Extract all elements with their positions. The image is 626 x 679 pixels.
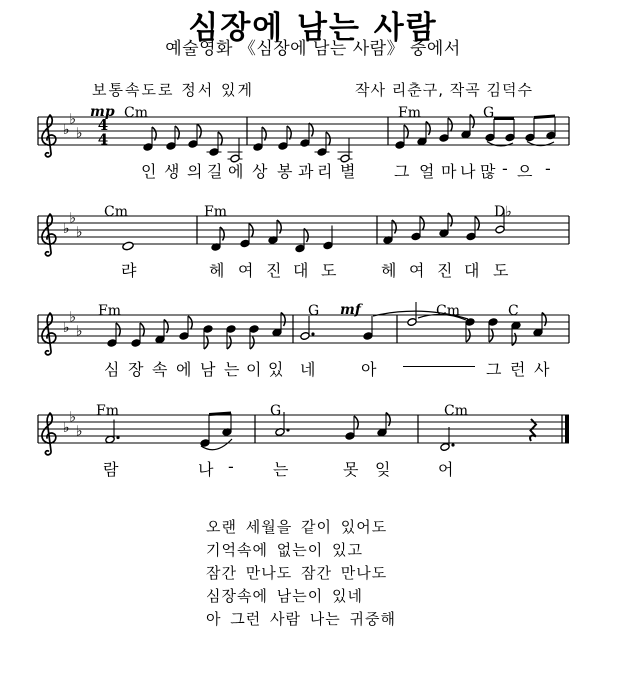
lyric-syllable: 에 (176, 360, 192, 379)
flat-sign: ♭ (76, 323, 83, 340)
lyric-syllable: 의 (187, 162, 203, 181)
lyric-syllable: 심 (104, 360, 120, 379)
lyric-syllable: 장 (128, 360, 144, 379)
lyric-syllable: 생 (164, 162, 180, 181)
lyric-syllable: 마 (441, 162, 457, 181)
lyric-syllable: 길 (207, 162, 223, 181)
flat-sign: ♭ (69, 111, 77, 128)
treble-clef-icon (42, 115, 56, 157)
lyric-syllable: 남 (200, 360, 216, 379)
chord-label: G (483, 105, 495, 121)
lyric-syllable: 얼 (419, 162, 435, 181)
chord-label: Cm (104, 204, 128, 220)
lyric-syllable: - (545, 159, 551, 178)
song-subtitle: 예술영화 《심장에 남는 사람》 중에서 (165, 39, 461, 59)
lyric-syllable: 인 (141, 162, 157, 181)
melisma-line (403, 366, 475, 367)
chord-label: Cm (124, 105, 148, 121)
note-head (122, 241, 134, 251)
flat-sign: ♭ (63, 320, 70, 336)
lyric-syllable: 있 (268, 360, 284, 379)
verse-line: 기억속에 없는이 있고 (206, 541, 363, 559)
flat-sign: ♭ (69, 210, 77, 227)
lyric-syllable: 이 (246, 360, 262, 379)
lyric-syllable: 대 (293, 261, 309, 280)
chord-label: Cm (444, 403, 468, 419)
lyric-syllable: 그 (394, 162, 410, 181)
staff-system (0, 196, 626, 284)
staff (0, 212, 626, 268)
flat-sign: ♭ (69, 409, 77, 426)
lyric-syllable: 진 (437, 261, 453, 280)
flat-sign: ♭ (63, 122, 70, 138)
lyric-syllable: 잊 (375, 460, 391, 479)
lyric-syllable: 여 (238, 261, 254, 280)
beam (494, 117, 514, 120)
flat-sign: ♭ (63, 420, 70, 436)
chord-label: D♭ (494, 204, 512, 220)
staff (0, 411, 626, 467)
lyric-syllable: 도 (493, 261, 509, 280)
staff-system (0, 295, 626, 383)
lyric-syllable: 헤 (209, 261, 225, 280)
lyric-syllable: 나 (198, 460, 214, 479)
lyric-syllable: 사 (534, 360, 550, 379)
lyric-syllable: 아 (361, 360, 377, 379)
chord-label: C (508, 303, 519, 319)
beam (534, 115, 555, 120)
dynamic-marking: mf (340, 302, 361, 318)
lyric-syllable: 과 (298, 162, 314, 181)
lyric-syllable: 봉 (277, 162, 293, 181)
staff-system (0, 395, 626, 483)
lyric-syllable: 많 (480, 162, 496, 181)
chord-label: Fm (398, 105, 421, 121)
verse-line: 심장속에 남는이 있네 (206, 587, 363, 605)
flat-sign: ♭ (69, 309, 77, 326)
staff-system (0, 97, 626, 185)
song-title: 심장에 남는 사람 (188, 10, 438, 46)
lyric-syllable: 어 (438, 460, 454, 479)
lyric-syllable: 는 (224, 360, 240, 379)
verse-line: 아 그런 사람 나는 귀중해 (206, 610, 396, 628)
chord-label: G (308, 303, 320, 319)
time-signature: 4 (97, 130, 109, 149)
verse-block (206, 516, 396, 631)
treble-clef-icon (42, 313, 56, 355)
credits: 작사 리춘구, 작곡 김덕수 (355, 81, 533, 99)
flat-sign: ♭ (76, 224, 83, 241)
lyric-syllable: 람 (103, 460, 119, 479)
lyric-syllable: 런 (510, 360, 526, 379)
verse-line: 오랜 세월을 같이 있어도 (206, 518, 388, 536)
chord-label: G (270, 403, 282, 419)
treble-clef-icon (42, 413, 56, 455)
lyric-syllable: 리 (317, 162, 333, 181)
lyric-syllable: 별 (340, 162, 356, 181)
lyric-syllable: 진 (266, 261, 282, 280)
lyric-syllable: 그 (486, 360, 502, 379)
lyric-syllable: - (228, 457, 234, 476)
lyric-syllable: 네 (300, 360, 316, 379)
final-barline (565, 415, 569, 443)
chord-label: Fm (96, 403, 119, 419)
lyric-syllable: 는 (273, 460, 289, 479)
flat-sign: ♭ (76, 125, 83, 142)
lyric-syllable: 랴 (121, 261, 137, 280)
lyric-syllable: 도 (321, 261, 337, 280)
lyric-syllable: - (502, 159, 508, 178)
lyric-syllable: 상 (252, 162, 268, 181)
time-signature: 4 (97, 116, 109, 134)
verse-line: 잠간 만나도 잠간 만나도 (206, 564, 388, 582)
tempo-marking: 보통속도로 정서 있게 (92, 81, 254, 99)
treble-clef-icon (42, 214, 56, 256)
lyric-syllable: 여 (409, 261, 425, 280)
lyric-syllable: 못 (343, 460, 359, 479)
chord-label: Cm (436, 303, 460, 319)
lyric-syllable: 으 (517, 162, 533, 181)
chord-label: Fm (204, 204, 227, 220)
lyric-syllable: 헤 (381, 261, 397, 280)
lyric-syllable: 나 (460, 162, 476, 181)
lyric-syllable: 대 (464, 261, 480, 280)
flat-sign: ♭ (76, 423, 83, 440)
flat-sign: ♭ (63, 221, 70, 237)
dynamic-marking: mp (90, 104, 115, 120)
lyric-syllable: 속 (152, 360, 168, 379)
lyric-syllable: 에 (228, 162, 244, 181)
chord-label: Fm (98, 303, 121, 319)
